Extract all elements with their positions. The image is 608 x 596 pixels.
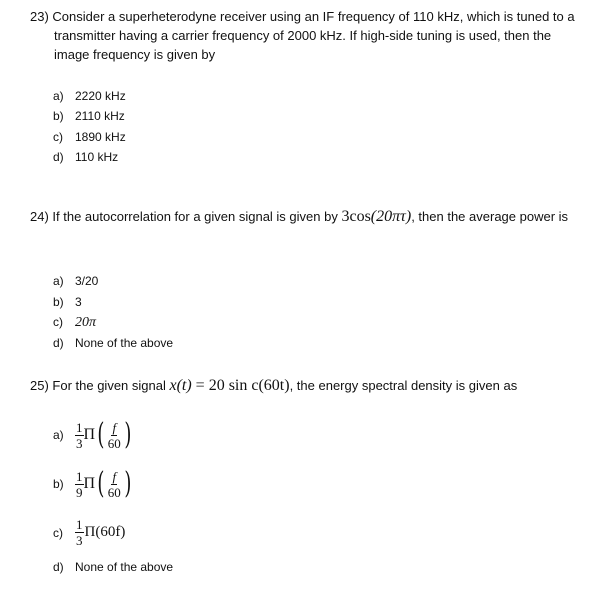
q25-option-d: d) None of the above xyxy=(53,560,174,574)
question-23 xyxy=(30,7,600,64)
left-paren: ( xyxy=(97,417,105,452)
fraction: $\frac{1}{3}$ xyxy=(76,517,83,548)
q24-option-a: a) 3/20 xyxy=(53,274,99,288)
right-paren: ) xyxy=(124,466,132,501)
q25-option-a: a) $\frac{1}{3}$ Π ( $\frac{f}{60}$ ) xyxy=(53,417,132,452)
right-paren: ) xyxy=(124,417,132,452)
q24-math: 3cos(20πτ) xyxy=(341,208,412,225)
q23-option-c: c) 1890 kHz xyxy=(53,130,126,144)
q25-math: x(t) = 20 sin c(60t) xyxy=(169,377,290,394)
question-25: 25) For the given signal x(t) = 20 sin c(60t), the energy spectral density is given as xyxy=(30,377,518,394)
inner-fraction: $\frac{f}{60}$ xyxy=(107,419,121,451)
q25-option-c: c) $\frac{1}{3}$ Π(60f) xyxy=(53,517,126,548)
q24-option-b: b) 3 xyxy=(53,295,82,309)
q23-option-d: d) 110 kHz xyxy=(53,150,119,164)
q23-line1: 23) Consider a superheterodyne receiver using an IF frequency of 110 kHz, which is tuned to a xyxy=(30,9,575,24)
inner-fraction: $\frac{f}{60}$ xyxy=(107,468,121,500)
question-24: 24) If the autocorrelation for a given signal is given by 3cos(20πτ), then the average power is xyxy=(30,208,569,225)
q23-line2: transmitter having a carrier frequency of 2000 kHz. If high-side tuning is used, then the xyxy=(54,28,552,43)
fraction: $\frac{1}{9}$ xyxy=(76,468,83,500)
left-paren: ( xyxy=(97,466,105,501)
q25-option-c-expr: Π(60f) xyxy=(84,524,126,540)
q23-option-a: a) 2220 kHz xyxy=(53,89,126,103)
q25-option-b: b) $\frac{1}{9}$ Π ( $\frac{f}{60}$ ) xyxy=(53,466,132,501)
q23-line3: image frequency is given by xyxy=(54,47,216,62)
fraction: $\frac{1}{3}$ xyxy=(76,419,83,451)
q23-option-b: b) 2110 kHz xyxy=(53,109,125,123)
q24-option-d: d) None of the above xyxy=(53,336,174,350)
q24-option-c: c) 20π xyxy=(53,315,97,330)
